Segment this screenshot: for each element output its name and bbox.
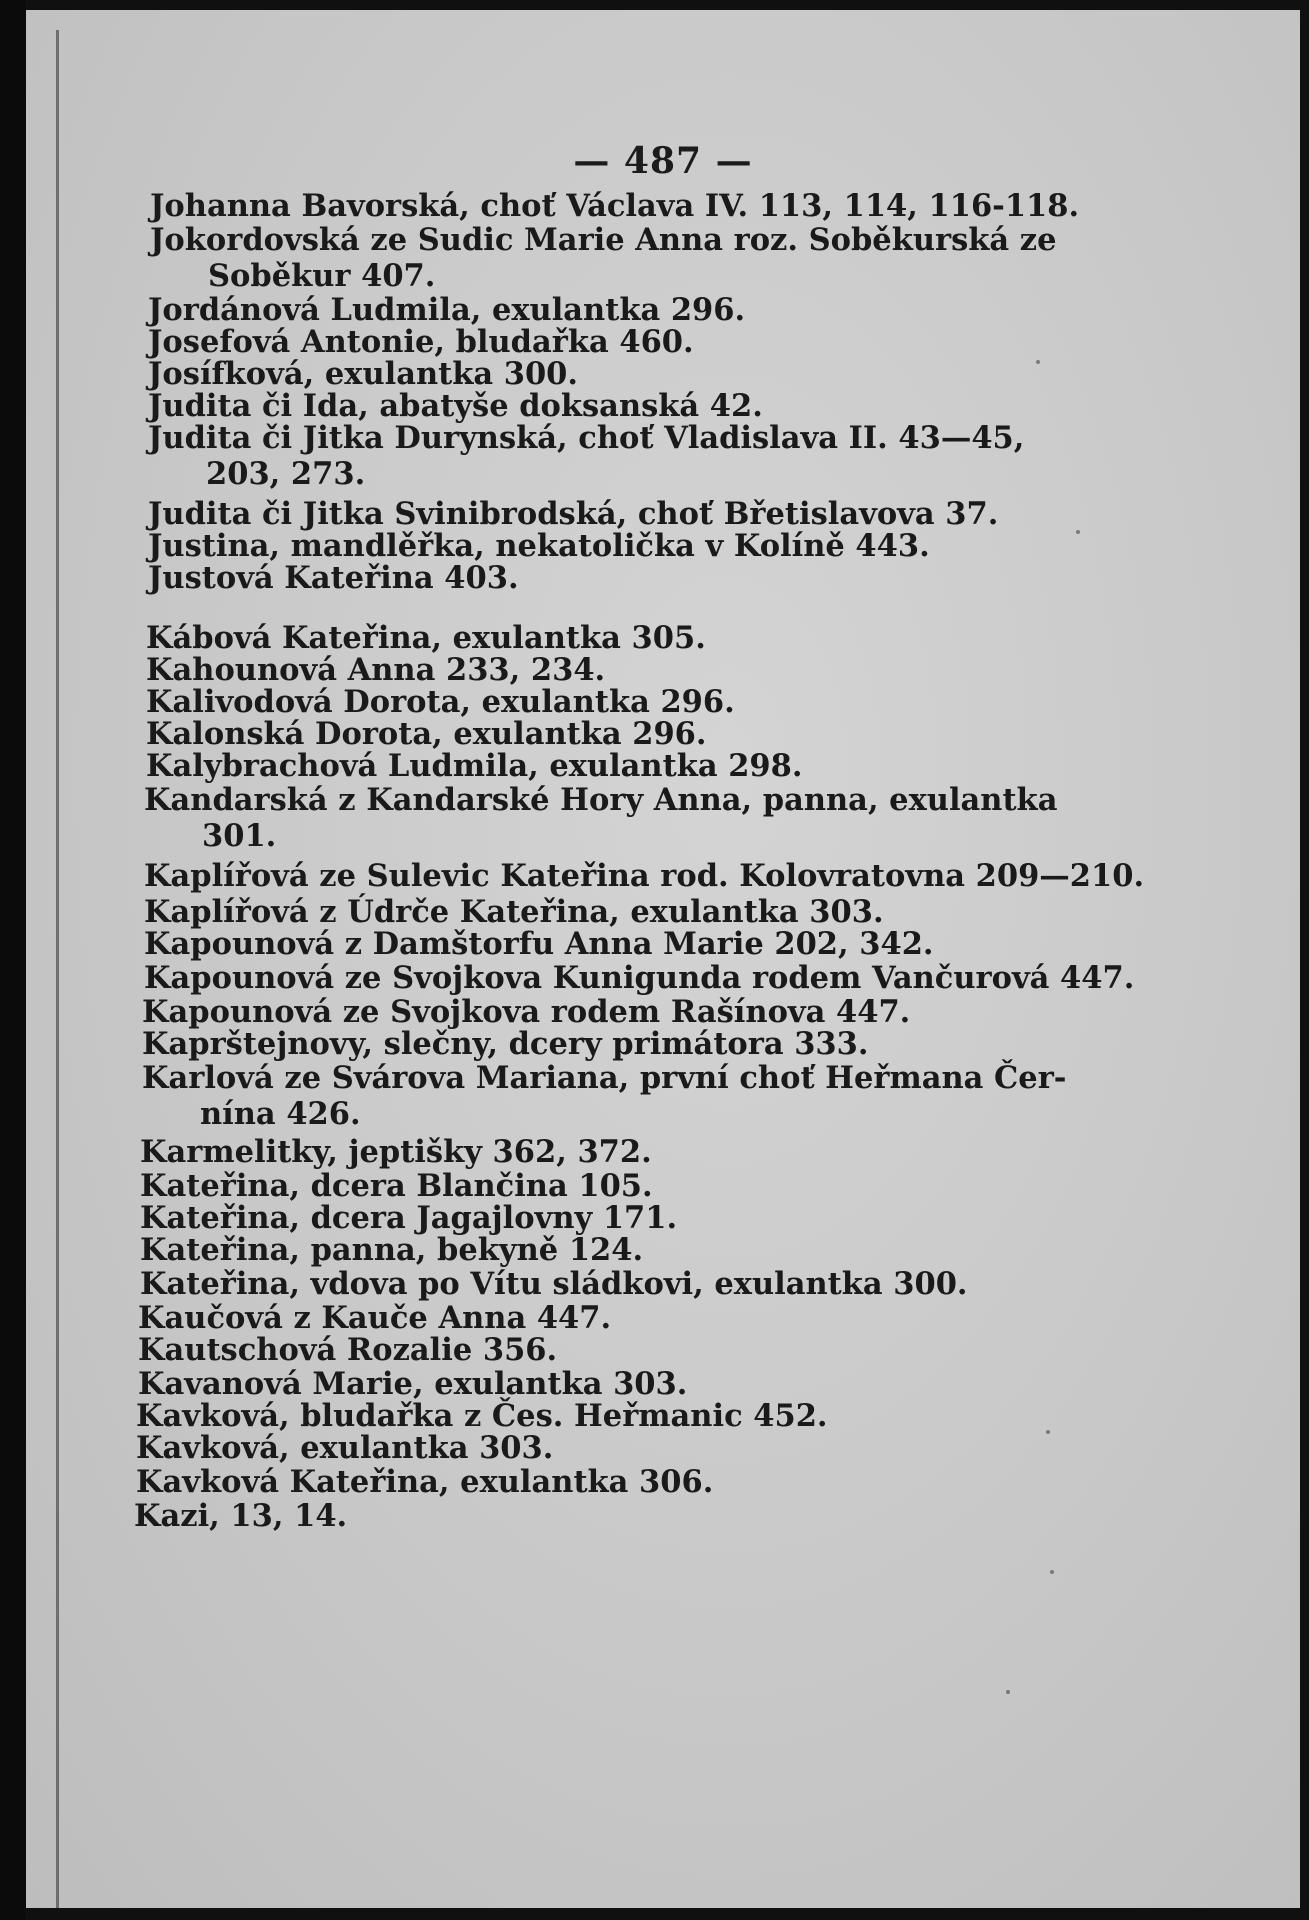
index-entry [136, 1430, 1136, 1466]
index-entry [136, 1398, 1136, 1434]
index-entry [148, 528, 1148, 564]
entry-continuation: 203, 273. [206, 456, 366, 492]
book-page [26, 10, 1300, 1908]
entry-text: Kalonská Dorota, exulantka 296. [146, 716, 707, 752]
entry-text: Judita či Ida, abatyše doksanská 42. [148, 388, 763, 424]
index-entry [140, 1200, 1140, 1236]
page-number: — 487 — [573, 140, 753, 182]
index-entry [146, 620, 1146, 656]
print-speck [1006, 1690, 1010, 1694]
index-entry [140, 1266, 1140, 1302]
print-speck [1050, 1570, 1054, 1574]
entry-text: Jordánová Ludmila, exulantka 296. [148, 292, 746, 328]
index-entry [148, 560, 1148, 596]
index-entry [144, 926, 1144, 962]
entry-text: Kapounová ze Svojkova rodem Rašínova 447. [142, 994, 911, 1030]
index-entry [148, 420, 1148, 492]
index-entry [142, 1026, 1142, 1062]
entry-text: Kábová Kateřina, exulantka 305. [146, 620, 706, 656]
index-entry [142, 1060, 1142, 1132]
index-entry [140, 1232, 1140, 1268]
entry-text: Kaplířová z Údrče Kateřina, exulantka 303. [144, 894, 884, 930]
entry-text: Kalybrachová Ludmila, exulantka 298. [146, 748, 803, 784]
index-entry [148, 496, 1148, 532]
entry-text: Kaplířová ze Sulevic Kateřina rod. Kolovratovna 209—210. [144, 858, 1145, 894]
index-entry [146, 748, 1146, 784]
index-entry [144, 960, 1184, 996]
scan-left-edge [0, 0, 26, 1920]
entry-text: Kavanová Marie, exulantka 303. [138, 1366, 688, 1402]
index-entry [138, 1366, 1138, 1402]
entry-text: Josífková, exulantka 300. [148, 356, 579, 392]
entry-text: Kateřina, dcera Jagajlovny 171. [140, 1200, 678, 1236]
entry-text: Kahounová Anna 233, 234. [146, 652, 606, 688]
entry-text: Kavková Kateřina, exulantka 306. [136, 1464, 714, 1500]
entry-text: Kalivodová Dorota, exulantka 296. [146, 684, 735, 720]
index-entry [140, 1134, 1140, 1170]
print-speck [1076, 530, 1080, 534]
entry-text: Josefová Antonie, bludařka 460. [148, 324, 694, 360]
print-speck [1036, 360, 1040, 364]
entry-text: Justina, mandlěřka, nekatolička v Kolíně 443. [148, 528, 930, 564]
index-entry [134, 1498, 1134, 1534]
index-entry [144, 782, 1144, 854]
index-entry [148, 356, 1148, 392]
entry-text: Kavková, bludařka z Čes. Heřmanic 452. [136, 1398, 828, 1434]
index-entries [26, 10, 1300, 1908]
index-entry [142, 994, 1142, 1030]
entry-text: Justová Kateřina 403. [148, 560, 519, 596]
entry-continuation: 301. [202, 818, 277, 854]
index-entry [150, 222, 1150, 294]
index-entry [146, 652, 1146, 688]
index-entry [144, 894, 1144, 930]
entry-text: Kazi, 13, 14. [134, 1498, 348, 1534]
entry-text: Jokordovská ze Sudic Marie Anna roz. Soběkurská ze [150, 222, 1057, 258]
index-entry [148, 292, 1148, 328]
entry-text: Kautschová Rozalie 356. [138, 1332, 558, 1368]
entry-text: Kaprštejnovy, slečny, dcery primátora 333. [142, 1026, 869, 1062]
print-speck [1046, 1430, 1050, 1434]
entry-text: Johanna Bavorská, choť Václava IV. 113, 114, 116-118. [150, 188, 1080, 224]
index-entry [138, 1332, 1138, 1368]
entry-text: Kapounová z Damštorfu Anna Marie 202, 342. [144, 926, 934, 962]
entry-text: Kavková, exulantka 303. [136, 1430, 554, 1466]
index-entry [144, 858, 1184, 894]
entry-text: Kateřina, vdova po Vítu sládkovi, exulantka 300. [140, 1266, 968, 1302]
entry-text: Karlová ze Svárova Mariana, první choť Heřmana Čer- [142, 1060, 1067, 1096]
index-entry [150, 188, 1150, 224]
entry-text: Judita či Jitka Svinibrodská, choť Břetislavova 37. [148, 496, 999, 532]
entry-text: Kapounová ze Svojkova Kunigunda rodem Vančurová 447. [144, 960, 1135, 996]
entry-continuation: Soběkur 407. [208, 258, 436, 294]
entry-text: Judita či Jitka Durynská, choť Vladislava II. 43—45, [148, 420, 1025, 456]
entry-text: Kateřina, dcera Blančina 105. [140, 1168, 653, 1204]
index-entry [136, 1464, 1136, 1500]
index-entry [148, 388, 1148, 424]
index-entry [140, 1168, 1140, 1204]
entry-continuation: nína 426. [200, 1096, 361, 1132]
index-entry [148, 324, 1148, 360]
index-entry [146, 684, 1146, 720]
entry-text: Kandarská z Kandarské Hory Anna, panna, exulantka [144, 782, 1058, 818]
index-entry [146, 716, 1146, 752]
entry-text: Kaučová z Kauče Anna 447. [138, 1300, 612, 1336]
entry-text: Kateřina, panna, bekyně 124. [140, 1232, 644, 1268]
entry-text: Karmelitky, jeptišky 362, 372. [140, 1134, 652, 1170]
index-entry [138, 1300, 1138, 1336]
